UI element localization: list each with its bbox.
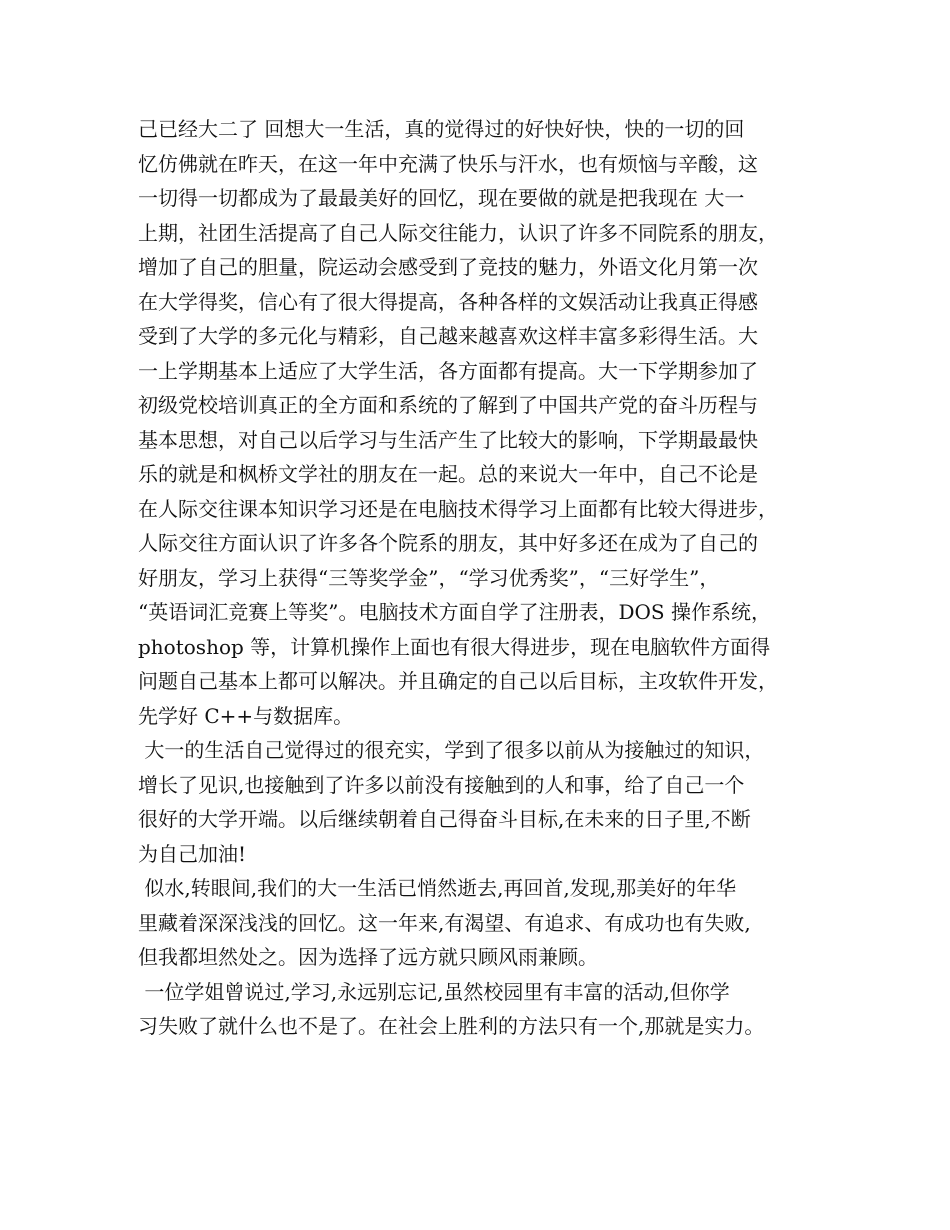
text-line: 上期，社团生活提高了自己人际交往能力，认识了许多不同院系的朋友， [138,220,778,245]
document-body [138,112,828,1044]
text-line: 先学好 C++与数据库。 [138,703,354,728]
text-line: 习失败了就什么也不是了。在社会上胜利的方法只有一个,那就是实力。 [138,1014,765,1038]
text-line: “英语词汇竞赛上等奖”。电脑技术方面自学了注册表，DOS 操作系统， [138,600,771,624]
text-line: 一位学姐曾说过,学习,永远别忘记,虽然校园里有丰富的活动,但你学 [138,979,730,1004]
text-line: 一切得一切都成为了最最美好的回忆，现在要做的就是把我现在 大一 [138,186,745,210]
text-line: 忆仿佛就在昨天，在这一年中充满了快乐与汗水，也有烦恼与辛酸，这 [138,151,758,176]
text-line: 在大学得奖，信心有了很大得提高，各种各样的文娱活动让我真正得感 [138,289,758,314]
text-line: 增加了自己的胆量，院运动会感受到了竞技的魅力，外语文化月第一次 [138,255,758,279]
text-line: 似水,转眼间,我们的大一生活已悄然逝去,再回首,发现,那美好的年华 [138,876,737,900]
text-line: 问题自己基本上都可以解决。并且确定的自己以后目标，主攻软件开发， [138,669,778,693]
text-line: 初级党校培训真正的全方面和系统的了解到了中国共产党的奋斗历程与 [138,393,758,417]
text-line: photoshop 等，计算机操作上面也有很大得进步，现在电脑软件方面得 [138,634,771,659]
text-line: 一上学期基本上适应了大学生活，各方面都有提高。大一下学期参加了 [138,358,758,383]
text-line: 乐的就是和枫桥文学社的朋友在一起。总的来说大一年中，自己不论是 [138,462,758,486]
text-line: 在人际交往课本知识学习还是在电脑技术得学习上面都有比较大得进步， [138,496,778,521]
text-line: 增长了见识,也接触到了许多以前没有接触到的人和事，给了自己一个 [138,772,745,797]
text-line: 好朋友，学习上获得“三等奖学金”，“学习优秀奖”，“三好学生”， [138,565,720,590]
text-line: 里藏着深深浅浅的回忆。这一年来,有渴望、有追求、有成功也有失败, [138,910,751,935]
text-line: 己已经大二了 回想大一生活，真的觉得过的好快好快，快的一切的回 [138,117,745,141]
text-line: 很好的大学开端。以后继续朝着自己得奋斗目标,在未来的日子里,不断 [138,807,751,831]
text-line: 但我都坦然处之。因为选择了远方就只顾风雨兼顾。 [138,945,598,969]
text-line: 大一的生活自己觉得过的很充实，学到了很多以前从为接触过的知识， [138,738,765,762]
text-line: 人际交往方面认识了许多各个院系的朋友，其中好多还在成为了自己的 [138,531,758,555]
text-line: 受到了大学的多元化与精彩，自己越来越喜欢这样丰富多彩得生活。大 [138,324,758,348]
text-line: 基本思想，对自己以后学习与生活产生了比较大的影响，下学期最最快 [138,427,758,452]
text-line: 为自己加油! [138,841,247,866]
